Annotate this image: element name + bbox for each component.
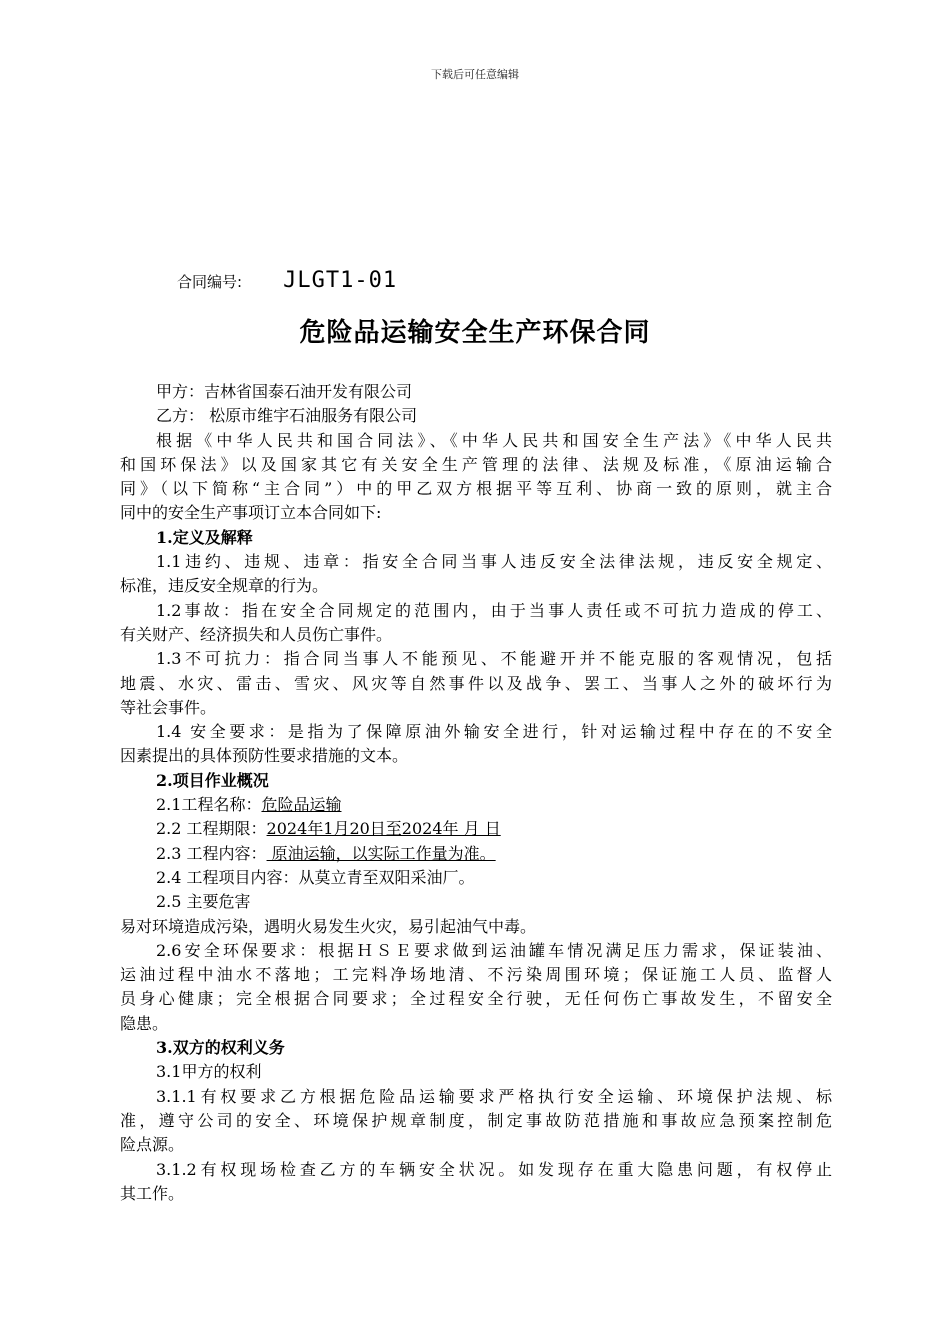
header-note: 下载后可任意编辑: [431, 68, 519, 81]
subsection-heading: 3.1甲方的权利: [156, 1062, 262, 1082]
section-heading: 1.定义及解释: [156, 527, 253, 547]
contract-number-value: JLGT1-01: [283, 268, 398, 293]
project-content: [120, 842, 832, 866]
party-a: 甲方：吉林省国泰石油开发有限公司: [156, 382, 413, 401]
project-period: [120, 817, 832, 841]
project-name-label: 2.1工程名称：: [156, 795, 262, 815]
contract-body: [120, 380, 832, 1206]
paragraph-line: 其工作。: [120, 1183, 185, 1203]
preamble-line: 和国环保法》以及国家其它有关安全生产管理的法律、法规及标准，《原油运输合: [120, 454, 832, 474]
paragraph-line: 1.2事故：指在安全合同规定的范围内，由于当事人责任或不可抗力造成的停工、: [156, 600, 832, 620]
section-heading: 2.项目作业概况: [156, 770, 269, 790]
project-period-value: 2024年1月20日至2024年 月 日: [266, 819, 501, 839]
paragraph-line: 3.1.1有权要求乙方根据危险品运输要求严格执行安全运输、环境保护法规、标: [156, 1086, 832, 1106]
paragraph-line: 险点源。: [120, 1135, 185, 1155]
project-name-value: 危险品运输: [261, 795, 342, 815]
page-title: 危险品运输安全生产环保合同: [299, 318, 651, 348]
paragraph-line: 2.6安全环保要求：根据ＨＳＥ要求做到运油罐车情况满足压力需求，保证装油、: [156, 940, 832, 960]
paragraph-line: 1.4 安全要求：是指为了保障原油外输安全进行，针对运输过程中存在的不安全: [156, 722, 832, 742]
hazard-heading: 2.5 主要危害: [156, 892, 251, 912]
project-content-value: 原油运输，以实际工作量为准。: [266, 843, 496, 863]
paragraph-line: 1.3不可抗力：指合同当事人不能预见、不能避开并不能克服的客观情况，包括: [156, 649, 832, 669]
paragraph-line: 隐患。: [120, 1013, 169, 1033]
paragraph-line: 员身心健康；完全根据合同要求；全过程安全行驶，无任何伤亡事故发生，不留安全: [120, 989, 832, 1009]
paragraph-line: 3.1.2有权现场检查乙方的车辆安全状况。如发现存在重大隐患问题，有权停止: [156, 1159, 832, 1179]
preamble-line: 根据《中华人民共和国合同法》、《中华人民共和国安全生产法》《中华人民共: [156, 430, 832, 450]
hazard-text: 易对环境造成污染，遇明火易发生火灾，易引起油气中毒。: [120, 916, 537, 936]
preamble-line: 同》（以下简称“主合同”）中的甲乙双方根据平等互利、协商一致的原则，就主合: [120, 479, 832, 499]
paragraph-line: 运油过程中油水不落地；工完料净场地清、不污染周围环境；保证施工人员、监督人: [120, 965, 832, 985]
project-item-content: 2.4 工程项目内容：从莫立青至双阳采油厂。: [156, 867, 475, 887]
paragraph-line: 等社会事件。: [120, 697, 217, 717]
project-period-label: 2.2 工程期限：: [156, 819, 267, 839]
contract-number: [177, 268, 397, 293]
party-b: 乙方： 松原市维宇石油服务有限公司: [156, 406, 418, 426]
section-heading: 3.双方的权利义务: [156, 1038, 285, 1058]
paragraph-line: 有关财产、经济损失和人员伤亡事件。: [120, 624, 393, 644]
contract-number-label: 合同编号:: [177, 273, 243, 291]
paragraph-line: 1.1违约、违规、违章：指安全合同当事人违反安全法律法规，违反安全规定、: [156, 552, 832, 572]
paragraph-line: 地震、水灾、雷击、雪灾、风灾等自然事件以及战争、罢工、当事人之外的破坏行为: [120, 673, 832, 693]
paragraph-line: 准，遵守公司的安全、环境保护规章制度，制定事故防范措施和事故应急预案控制危: [120, 1110, 832, 1130]
paragraph-line: 因素提出的具体预防性要求措施的文本。: [120, 746, 409, 766]
project-content-label: 2.3 工程内容：: [156, 843, 267, 863]
project-name: [120, 793, 832, 817]
preamble-line: 同中的安全生产事项订立本合同如下:: [120, 503, 382, 523]
paragraph-line: 标准，违反安全规章的行为。: [120, 576, 329, 596]
